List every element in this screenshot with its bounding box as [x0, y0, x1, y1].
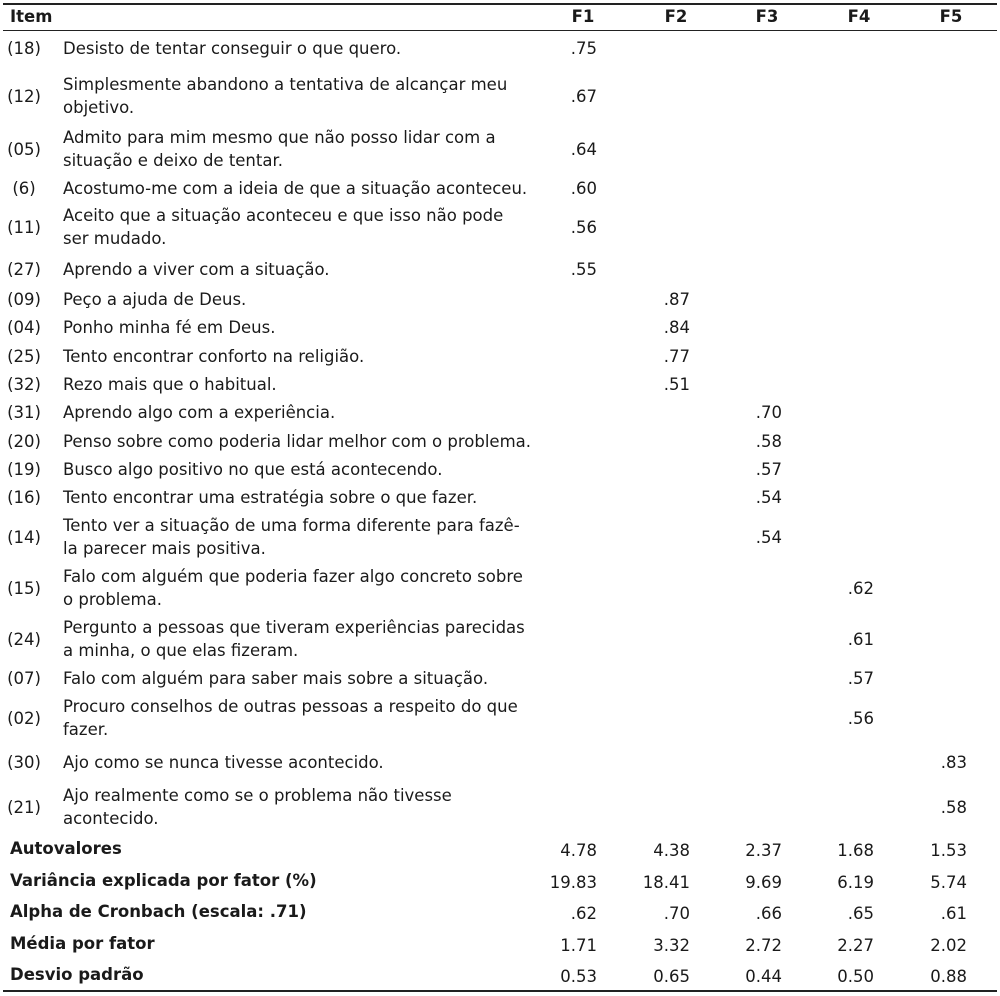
- factor-loading: .57: [755, 460, 782, 479]
- item-number: (32): [7, 375, 41, 394]
- bottom-rule: [3, 990, 997, 992]
- item-number: (05): [7, 139, 41, 159]
- factor-loading: .87: [663, 290, 690, 309]
- summary-value: .66: [755, 904, 782, 923]
- item-text: Pergunto a pessoas que tiveram experiências parecidas a minha, o que elas fizeram.: [63, 618, 525, 660]
- factor-loading: .60: [570, 179, 597, 198]
- summary-value: .62: [570, 904, 597, 923]
- summary-value: .65: [847, 904, 874, 923]
- summary-label: Média por fator: [10, 934, 155, 953]
- item-text: Busco algo positivo no que está acontecendo.: [63, 460, 443, 479]
- item-number: (19): [7, 460, 41, 479]
- item-number: (04): [7, 318, 41, 337]
- summary-value: 1.53: [930, 841, 967, 860]
- summary-value: 5.74: [930, 873, 967, 892]
- factor-loading: .77: [663, 347, 690, 366]
- item-number: (27): [7, 260, 41, 279]
- header-f4: F4: [847, 7, 871, 26]
- item-number: (02): [7, 708, 41, 728]
- summary-value: 1.68: [837, 841, 874, 860]
- item-text: Acostumo-me com a ideia de que a situação aconteceu.: [63, 179, 528, 198]
- factor-loading: .67: [570, 86, 597, 106]
- factor-loading: .56: [570, 217, 597, 237]
- item-text: Aprendo a viver com a situação.: [63, 260, 330, 279]
- header-f5: F5: [939, 7, 963, 26]
- item-number: (07): [7, 669, 41, 688]
- factor-loading: .61: [847, 629, 874, 649]
- summary-label: Desvio padrão: [10, 965, 144, 984]
- factor-loading: .55: [570, 260, 597, 279]
- item-text: Ajo realmente como se o problema não tivesse acontecido.: [63, 786, 452, 828]
- factor-loading: .75: [570, 39, 597, 58]
- header-f2: F2: [664, 7, 688, 26]
- item-text: Procuro conselhos de outras pessoas a respeito do que fazer.: [63, 697, 518, 739]
- item-number: (16): [7, 488, 41, 507]
- summary-value: 0.50: [837, 967, 874, 986]
- item-number: (20): [7, 432, 41, 451]
- summary-value: 9.69: [745, 873, 782, 892]
- summary-value: 0.88: [930, 967, 967, 986]
- summary-value: .70: [663, 904, 690, 923]
- header-f3: F3: [755, 7, 779, 26]
- item-text: Tento encontrar uma estratégia sobre o que fazer.: [63, 488, 478, 507]
- item-text: Falo com alguém para saber mais sobre a situação.: [63, 669, 489, 688]
- item-number: (14): [7, 527, 41, 547]
- item-text: Ponho minha fé em Deus.: [63, 318, 276, 337]
- item-text: Penso sobre como poderia lidar melhor com o problema.: [63, 432, 532, 451]
- factor-loading: .70: [755, 403, 782, 422]
- summary-label: Autovalores: [10, 839, 122, 858]
- item-text: Peço a ajuda de Deus.: [63, 290, 247, 309]
- summary-value: 2.72: [745, 936, 782, 955]
- summary-value: 4.38: [653, 841, 690, 860]
- item-number: (11): [7, 217, 41, 237]
- summary-value: 2.02: [930, 936, 967, 955]
- summary-value: 19.83: [549, 873, 597, 892]
- factor-loading: .57: [847, 669, 874, 688]
- item-text: Ajo como se nunca tivesse acontecido.: [63, 753, 384, 772]
- summary-value: 0.44: [745, 967, 782, 986]
- factor-loading: .51: [663, 375, 690, 394]
- summary-value: 4.78: [560, 841, 597, 860]
- summary-value: .61: [940, 904, 967, 923]
- factor-loading: .64: [570, 139, 597, 159]
- item-number: (30): [7, 753, 41, 772]
- factor-loading: .54: [755, 488, 782, 507]
- factor-loading: .58: [940, 797, 967, 817]
- item-number: (12): [7, 86, 41, 106]
- item-text: Tento encontrar conforto na religião.: [63, 347, 365, 366]
- summary-value: 0.65: [653, 967, 690, 986]
- summary-value: 2.37: [745, 841, 782, 860]
- summary-value: 3.32: [653, 936, 690, 955]
- factor-loading: .83: [940, 753, 967, 772]
- factor-loading: .58: [755, 432, 782, 451]
- item-number: (25): [7, 347, 41, 366]
- item-text: Falo com alguém que poderia fazer algo concreto sobre o problema.: [63, 567, 523, 609]
- item-number: (21): [7, 797, 41, 817]
- top-rule: [3, 3, 997, 5]
- factor-loading: .56: [847, 708, 874, 728]
- item-number: (09): [7, 290, 41, 309]
- summary-label: Alpha de Cronbach (escala: .71): [10, 902, 307, 921]
- item-number: (15): [7, 578, 41, 598]
- item-number: (31): [7, 403, 41, 422]
- summary-value: 6.19: [837, 873, 874, 892]
- summary-value: 18.41: [642, 873, 690, 892]
- item-text: Aceito que a situação aconteceu e que isso não pode ser mudado.: [63, 206, 504, 248]
- item-text: Tento ver a situação de uma forma diferente para fazê-la parecer mais positiva.: [63, 516, 520, 558]
- item-number: (18): [7, 39, 41, 58]
- summary-value: 1.71: [560, 936, 597, 955]
- header-item: Item: [10, 7, 53, 26]
- factor-loading: .62: [847, 578, 874, 598]
- item-text: Desisto de tentar conseguir o que quero.: [63, 39, 402, 58]
- header-f1: F1: [571, 7, 595, 26]
- factor-loading: .54: [755, 527, 782, 547]
- item-text: Admito para mim mesmo que não posso lidar com a situação e deixo de tentar.: [63, 128, 496, 170]
- item-number: (6): [12, 179, 36, 198]
- factor-loading: .84: [663, 318, 690, 337]
- item-text: Aprendo algo com a experiência.: [63, 403, 336, 422]
- summary-label: Variância explicada por fator (%): [10, 871, 317, 890]
- item-number: (24): [7, 629, 41, 649]
- item-text: Simplesmente abandono a tentativa de alcançar meu objetivo.: [63, 75, 508, 117]
- summary-value: 2.27: [837, 936, 874, 955]
- item-text: Rezo mais que o habitual.: [63, 375, 277, 394]
- header-rule: [3, 30, 997, 31]
- summary-value: 0.53: [560, 967, 597, 986]
